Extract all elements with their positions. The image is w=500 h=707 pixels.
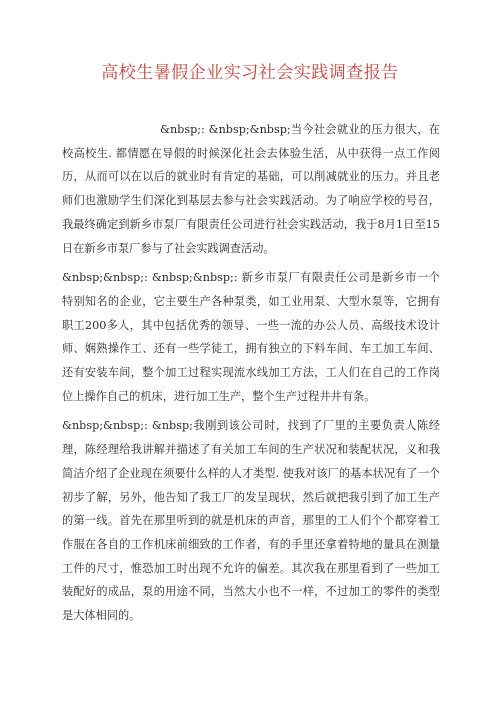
document-body (62, 118, 440, 634)
paragraph-1: &nbsp;: &nbsp;&nbsp;当今社会就业的压力很大，在校高校生. 都情愿在导假的时候深化社会去体验生活，从中获得一点工作阅历，从而可以在以后的就业时有肯定的基础，可以削减就业的压力。并且老师们也激励学生们深化到基层去参与社会实践活动。为了响应学校的号召，我最终确定到新乡市泵厂有限责任公司进行社会实践活动，我于8月1日至15日在新乡市泵厂参与了社会实践调查活动。 (62, 123, 440, 255)
paragraph-3: &nbsp;&nbsp;: &nbsp;我刚到该公司时，找到了厂里的主要负责人陈经理，陈经理给我讲解并描述了有关加工车间的生产状况和装配状况，义和我简洁介绍了企业现在须要什么样的人才类型. 使我对该厂的基本状况有了一个初步了解，另外，他告知了我工厂的发呈现状，然后就把我引到了加工生产的第一线。首先在那里听到的就是机床的声音，那里的工人们个个都穿着工作服在各自的工作机床前细致的工作者，有的手里还拿着特地的量具在测量工件的尺寸，惟恐加工时出现不允许的偏差。其次我在那里看到了一些加工装配好的成品，泵的用途不同，当然大小也不一样，不过加工的零件的类型是大体相同的。 (62, 419, 440, 623)
document-title: 高校生暑假企业实习社会实践调查报告 (101, 63, 399, 83)
paragraph-2: &nbsp;&nbsp;: &nbsp;&nbsp;: 新乡市泵厂有限责任公司是新乡市一个特别知名的企业，它主要生产各种泵类，如工业用泵、大型水泵等，它拥有职工200多人，其中包括优秀的领导、一些一流的办公人员、高级技术设计师、娴熟操作工、还有一些学徒工，拥有独立的下料车间、车工加工车间、还有安装车间，整个加工过程实现流水线加工方法，工人们在自己的工作岗位上操作自己的机床，进行加工生产，整个生产过程井井有条。 (62, 271, 440, 403)
